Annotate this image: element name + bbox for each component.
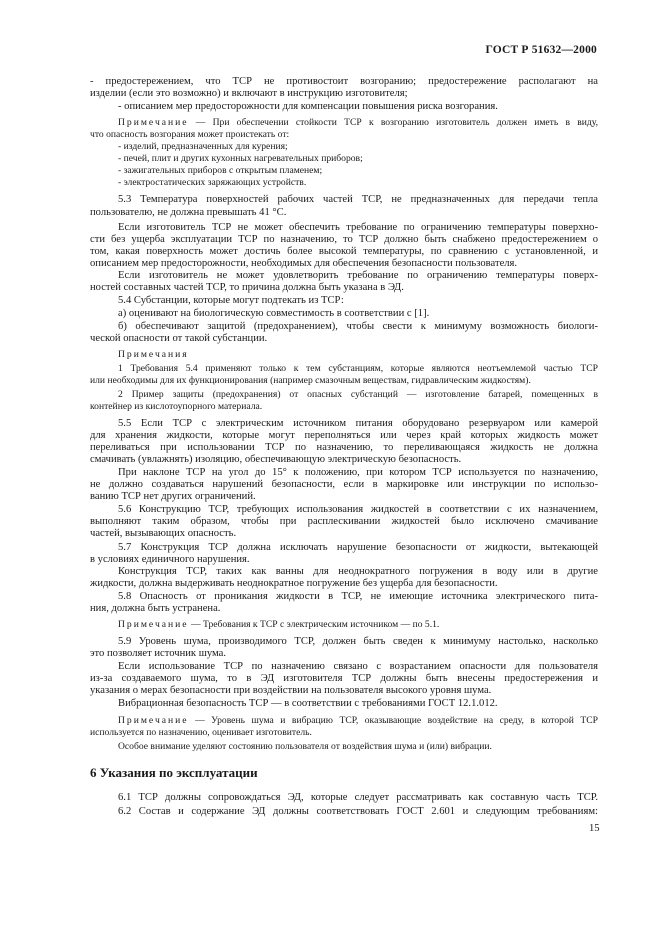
- text-line: Если изготовитель ТСР не может обеспечить требование по ограничению температуры поверхно-: [118, 222, 598, 233]
- text-line: - описанием мер предосторожности для компенсации повышения риска возгорания.: [118, 101, 498, 112]
- text-line: не должно создаваться нарушений безопасности, если в маркировке или инструкции по использо-: [90, 479, 598, 490]
- note-line: что опасность возгорания может проистекать от:: [90, 129, 290, 140]
- text-line: сти без ущерба эксплуатации ТСР по назначению, то ТСР должно быть снабжено предостережением о: [90, 234, 598, 245]
- text-line: 5.3 Температура поверхностей рабочих частей ТСР, не предназначенных для передачи тепла: [118, 194, 598, 205]
- note-line: 2 Пример защиты (предохранения) от опасных субстанций — изготовление батарей, помещенных в: [118, 389, 598, 400]
- text-line: 5.9 Уровень шума, производимого ТСР, должен быть сведен к минимуму настолько, насколько: [118, 636, 598, 647]
- page-number: 15: [589, 823, 600, 834]
- text-line: 6.2 Состав и содержание ЭД должны соответствовать ГОСТ 2.601 и следующим требованиям:: [118, 806, 598, 817]
- text-line: ванию ТСР нет других ограничений.: [90, 491, 256, 502]
- text-line: а) оценивают на биологическую совместимость в соответствии с [1].: [118, 308, 430, 319]
- text-line: том, какая поверхность может достичь более высокой температуры, по сравнению с установленной, и: [90, 246, 598, 257]
- text-line: пользователю, не должна превышать 41 °С.: [90, 207, 287, 218]
- note-list-item: - зажигательных приборов с открытым пламенем;: [118, 165, 323, 176]
- note-line: используется по назначению, оценивает изготовитель.: [90, 727, 312, 738]
- note-line: Примечание — При обеспечении стойкости ТСР к возгоранию изготовитель должен иметь в виду,: [118, 117, 598, 128]
- standard-designation: ГОСТ Р 51632—2000: [485, 44, 597, 56]
- text-line: в условиях единичного нарушения.: [90, 554, 250, 565]
- text-line: Если изготовитель не может удовлетворить требование по ограничению температуры поверх-: [118, 270, 598, 281]
- text-line: Вибрационная безопасность ТСР — в соответствии с требованиями ГОСТ 12.1.012.: [118, 698, 498, 709]
- note-line: Примечание — Уровень шума и вибрацию ТСР, оказывающие воздействие на среду, в которой ТСР: [118, 715, 598, 726]
- text-line: 5.5 Если ТСР с электрическим источником питания оборудовано резервуаром или камерой: [118, 418, 598, 429]
- text-line: выполняют таким образом, чтобы при расплескивании жидкостей было исключено смачивание: [90, 516, 598, 527]
- text-line: изделии (если это возможно) и включают в инструкцию изготовителя;: [90, 88, 408, 99]
- note-line: Примечание — Требования к ТСР с электрическим источником — по 5.1.: [118, 619, 440, 630]
- text-line: 5.6 Конструкцию ТСР, требующих использования жидкостей в соответствии с их назначением,: [118, 504, 598, 515]
- text-line: Особое внимание уделяют состоянию пользователя от воздействия шума и (или) вибрации.: [118, 741, 492, 752]
- text-line: 5.7 Конструкция ТСР должна исключать нарушение безопасности от жидкости, вытекающей: [118, 542, 598, 553]
- text-line: Если использование ТСР по назначению связано с возрастанием опасности для пользователя: [118, 661, 598, 672]
- text-line: ностей составных частей ТСР, то причина должна быть указана в ЭД.: [90, 282, 404, 293]
- text-line: 5.8 Опасность от проникания жидкости в ТСР, не имеющие источника электрического пита-: [118, 591, 598, 602]
- text-line: 5.4 Субстанции, которые могут подтекать из ТСР:: [118, 295, 344, 306]
- text-line: жидкости, должна выдерживать неоднократное погружение без ущерба для безопасности.: [90, 578, 498, 589]
- text-line: ческой опасности от такой субстанции.: [90, 333, 268, 344]
- note-label: Примечание: [118, 619, 189, 630]
- note-list-item: - печей, плит и других кухонных нагревательных приборов;: [118, 153, 363, 164]
- note-list-item: - электростатических заряжающих устройств.: [118, 177, 307, 188]
- text-line: 6.1 ТСР должны сопровождаться ЭД, которые следует рассматривать как составную часть ТСР.: [118, 792, 598, 803]
- text-line: - предостережением, что ТСР не противостоит возгоранию; предостережение располагают на: [90, 76, 598, 87]
- text-line: б) обеспечивают защитой (предохранением), чтобы свести к минимуму возможность биологи-: [118, 321, 598, 332]
- text-line: частей, вызывающих опасность.: [90, 528, 237, 539]
- text-line: указания о мерах безопасности при воздействии на пользователя высокого уровня шума.: [90, 685, 492, 696]
- text-line: смачивать (увлажнять) изоляцию, обеспечивающую электрическую безопасность.: [90, 454, 462, 465]
- text-line: это позволяет источник шума.: [90, 648, 227, 659]
- text-line: Конструкция ТСР, таких как ванны для неоднократного погружения в воду или в другие: [118, 566, 598, 577]
- note-line: или необходимы для их функционирования (например смазочным веществам, гидравлическим жидкостям).: [90, 375, 531, 386]
- text-line: описанием мер предосторожности, необходимых для обеспечения безопасности пользователя.: [90, 258, 518, 269]
- text-line: для хранения жидкости, которые могут переполняться или через край которых жидкость может: [90, 430, 598, 441]
- note-line: контейнер из кислотоупорного материала.: [90, 401, 263, 412]
- note-line: 1 Требования 5.4 применяют только к тем субстанциям, которые являются неотъемлемой частью ТСР: [118, 363, 598, 374]
- text-line: переливаться при использовании ТСР по назначению, то переливающаяся жидкость не должна: [90, 442, 598, 453]
- note-label: Примечание: [118, 715, 189, 726]
- section-heading: 6 Указания по эксплуатации: [90, 765, 258, 780]
- note-label: Примечание: [118, 117, 189, 128]
- note-list-item: - изделий, предназначенных для курения;: [118, 141, 288, 152]
- text-line: При наклоне ТСР на угол до 15° к положению, при котором ТСР используется по назначению,: [118, 467, 598, 478]
- notes-label: Примечания: [118, 349, 189, 360]
- text-line: ния, должна быть устранена.: [90, 603, 221, 614]
- text-line: из-за создаваемого шума, то в ЭД изготовителя ТСР должны быть внесены предостережения и: [90, 673, 598, 684]
